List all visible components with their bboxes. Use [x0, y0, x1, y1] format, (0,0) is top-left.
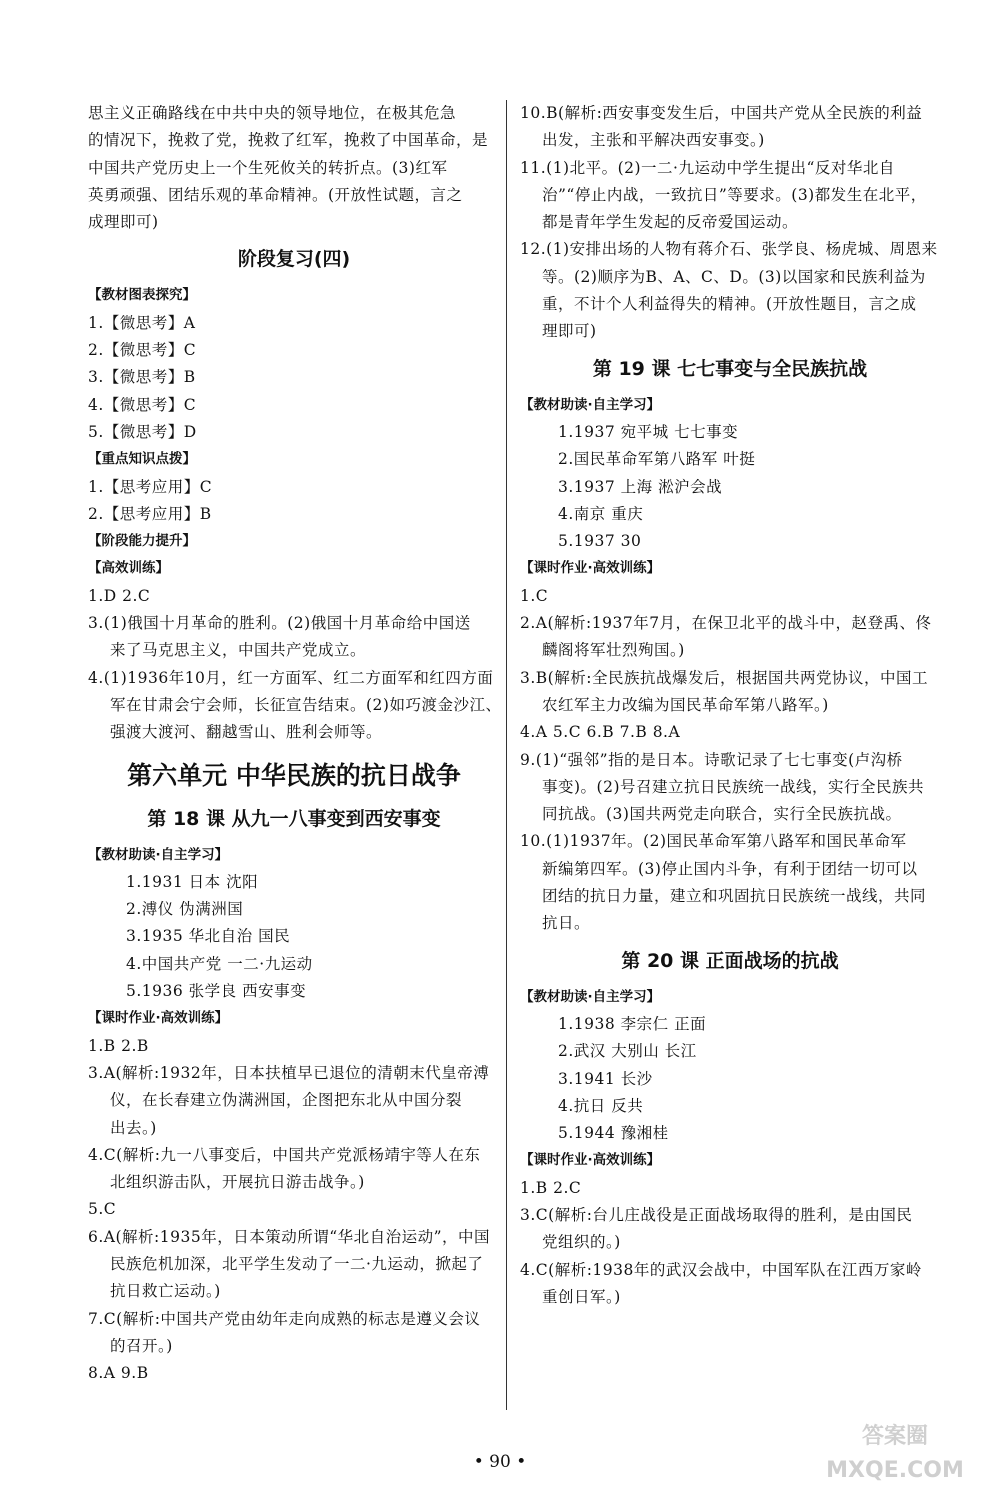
- answer-line-continued: 麟阁将军壮烈殉国。): [542, 641, 685, 660]
- answer-item: 1.1938 李宗仁 正面: [558, 1014, 707, 1033]
- answer-line: 1.D 2.C: [88, 586, 151, 605]
- answer-line-continued: 来了马克思主义，中国共产党成立。: [110, 641, 367, 660]
- answer-line: 3.C(解析:台儿庄战役是正面战场取得的胜利，是由国民: [520, 1205, 913, 1224]
- answer-item: 2.溥仪 伪满洲国: [126, 900, 244, 919]
- section-label: 【课时作业·高效训练】: [520, 560, 661, 577]
- answer-line-continued: 强渡大渡河、翻越雪山、胜利会师等。: [110, 723, 383, 742]
- answer-line-continued: 抗日。: [542, 914, 591, 933]
- answer-item: 1.1937 宛平城 七七事变: [558, 422, 739, 441]
- section-label: 【重点知识点拨】: [88, 451, 196, 468]
- answer-line: 2.【微思考】C: [88, 341, 197, 360]
- answer-line: 4.C(解析:1938年的武汉会战中，中国军队在江西万家岭: [520, 1260, 922, 1279]
- answer-line-continued: 民族危机加深，北平学生发动了一二·九运动，掀起了: [110, 1254, 484, 1273]
- answer-line: 8.A 9.B: [88, 1364, 149, 1383]
- answer-line: 2.A(解析:1937年7月，在保卫北平的战斗中，赵登禹、佟: [520, 614, 932, 633]
- answer-line-continued: 农红军主力改编为国民革命军第八路军。): [542, 695, 829, 714]
- answer-line: 3.B(解析:全民族抗战爆发后，根据国共两党协议，中国工: [520, 668, 928, 687]
- answer-line-continued: 团结的抗日力量，建立和巩固抗日民族统一战线，共同: [542, 887, 927, 906]
- column-divider: [506, 100, 507, 1410]
- answer-item: 4.南京 重庆: [558, 504, 644, 523]
- answer-line: 10.(1)1937年。(2)国民革命军第八路军和国民革命军: [520, 832, 907, 851]
- answer-line: 1.B 2.B: [88, 1036, 149, 1055]
- answer-line: 4.【微思考】C: [88, 395, 197, 414]
- answer-item: 3.1937 上海 淞沪会战: [558, 477, 723, 496]
- left-column: [88, 100, 500, 1387]
- answer-item: 4.抗日 反共: [558, 1096, 644, 1115]
- answer-line: 1.【思考应用】C: [88, 477, 213, 496]
- answer-item: 4.中国共产党 一二·九运动: [126, 954, 313, 973]
- answer-line: 4.A 5.C 6.B 7.B 8.A: [520, 723, 681, 742]
- answer-line-continued: 同抗战。(3)国共两党走向联合，实行全民族抗战。: [542, 805, 902, 824]
- answer-line-continued: 理即可): [542, 322, 597, 341]
- answer-item: 1.1931 日本 沈阳: [126, 872, 259, 891]
- section-label: 【课时作业·高效训练】: [520, 1152, 661, 1169]
- answer-line-continued: 等。(2)顺序为B、A、C、D。(3)以国家和民族利益为: [542, 267, 926, 286]
- answer-item: 3.1935 华北自治 国民: [126, 927, 291, 946]
- section-label: 【课时作业·高效训练】: [88, 1010, 229, 1027]
- answer-line: 10.B(解析:西安事变发生后，中国共产党从全民族的利益: [520, 104, 923, 122]
- answer-line: 3.A(解析:1932年，日本扶植早已退位的清朝末代皇帝溥: [88, 1063, 490, 1082]
- answer-line-continued: 党组织的。): [542, 1233, 621, 1252]
- answer-line: 12.(1)安排出场的人物有蒋介石、张学良、杨虎城、周恩来: [520, 240, 938, 259]
- answer-line-continued: 重创日军。): [542, 1287, 621, 1306]
- answer-line-continued: 都是青年学生发起的反帝爱国运动。: [542, 213, 799, 232]
- section-label: 【教材助读·自主学习】: [520, 988, 661, 1005]
- answer-line: 1.B 2.C: [520, 1178, 582, 1197]
- answer-line-continued: 新编第四军。(3)停止国内斗争，有利于团结一切可以: [542, 859, 918, 878]
- answer-line-continued: 的召开。): [110, 1336, 173, 1355]
- answer-line-continued: 成理即可): [88, 213, 159, 232]
- answer-line-continued: 事变)。(2)号召建立抗日民族统一战线，实行全民族共: [542, 777, 925, 796]
- watermark-line1: 答案圈: [861, 1424, 929, 1449]
- watermark-logo: [800, 1415, 990, 1487]
- section-label: 【教材图表探究】: [88, 287, 196, 304]
- answer-line-continued: 思主义正确路线在中共中央的领导地位，在极其危急: [88, 104, 457, 122]
- answer-line: 1.【微思考】A: [88, 313, 196, 332]
- answer-line-continued: 仪，在长春建立伪满洲国，企图把东北从中国分裂: [110, 1091, 463, 1110]
- answer-item: 5.1936 张学良 西安事变: [126, 982, 307, 1001]
- page-number: • 90 •: [473, 1452, 527, 1472]
- answer-line: 3.(1)俄国十月革命的胜利。(2)俄国十月革命给中国送: [88, 614, 471, 633]
- answer-line-continued: 出去。): [110, 1118, 157, 1137]
- answer-item: 5.1944 豫湘桂: [558, 1124, 669, 1143]
- answer-line: 4.(1)1936年10月，红一方面军、红二方面军和红四方面: [88, 668, 494, 687]
- answer-line-continued: 出发，主张和平解决西安事变。): [542, 131, 765, 150]
- answer-line: 5.【微思考】D: [88, 422, 197, 441]
- answer-item: 5.1937 30: [558, 532, 642, 551]
- answer-line-continued: 中国共产党历史上一个生死攸关的转折点。(3)红军: [88, 158, 448, 177]
- lesson-heading: 第 18 课 从九一八事变到西安事变: [147, 807, 441, 830]
- answer-line-continued: 治”“停止内战，一致抗日”等要求。(3)都发生在北平，: [542, 185, 927, 204]
- answer-line: 5.C: [88, 1200, 117, 1219]
- section-label: 【教材助读·自主学习】: [88, 846, 229, 863]
- answer-line: 4.C(解析:九一八事变后，中国共产党派杨靖宇等人在东: [88, 1145, 481, 1164]
- section-label: 【高效训练】: [88, 560, 169, 577]
- answer-line: 11.(1)北平。(2)一二·九运动中学生提出“反对华北自: [520, 158, 895, 177]
- lesson-heading: 第 20 课 正面战场的抗战: [621, 949, 839, 972]
- answer-line-continued: 抗日救亡运动。): [110, 1282, 221, 1301]
- watermark-line2: MXQE.COM: [826, 1458, 964, 1483]
- lesson-heading: 阶段复习(四): [237, 248, 351, 271]
- answer-line: 1.C: [520, 586, 549, 605]
- section-label: 【教材助读·自主学习】: [520, 396, 661, 413]
- section-label: 【阶段能力提升】: [88, 533, 196, 550]
- answer-line-continued: 英勇顽强、团结乐观的革命精神。(开放性试题，言之: [88, 185, 463, 204]
- answer-line-continued: 重，不计个人利益得失的精神。(开放性题目，言之成: [542, 295, 917, 314]
- right-column: [520, 100, 940, 1311]
- answer-item: 2.国民革命军第八路军 叶挺: [558, 450, 756, 469]
- unit-heading: 第六单元 中华民族的抗日战争: [127, 760, 461, 790]
- answer-line: 2.【思考应用】B: [88, 504, 212, 523]
- answer-line: 9.(1)“强邻”指的是日本。诗歌记录了七七事变(卢沟桥: [520, 750, 903, 769]
- answer-line-continued: 北组织游击队，开展抗日游击战争。): [110, 1173, 365, 1192]
- answer-item: 2.武汉 大别山 长江: [558, 1042, 697, 1061]
- answer-line: 7.C(解析:中国共产党由幼年走向成熟的标志是遵义会议: [88, 1309, 481, 1328]
- answer-line-continued: 军在甘肃会宁会师，长征宣告结束。(2)如巧渡金沙江、: [110, 695, 502, 714]
- answer-line-continued: 的情况下，挽救了党，挽救了红军，挽救了中国革命，是: [88, 131, 489, 150]
- answer-item: 3.1941 长沙: [558, 1069, 653, 1088]
- answer-line: 3.【微思考】B: [88, 368, 196, 387]
- lesson-heading: 第 19 课 七七事变与全民族抗战: [592, 357, 868, 380]
- answer-line: 6.A(解析:1935年，日本策动所谓“华北自治运动”，中国: [88, 1227, 491, 1246]
